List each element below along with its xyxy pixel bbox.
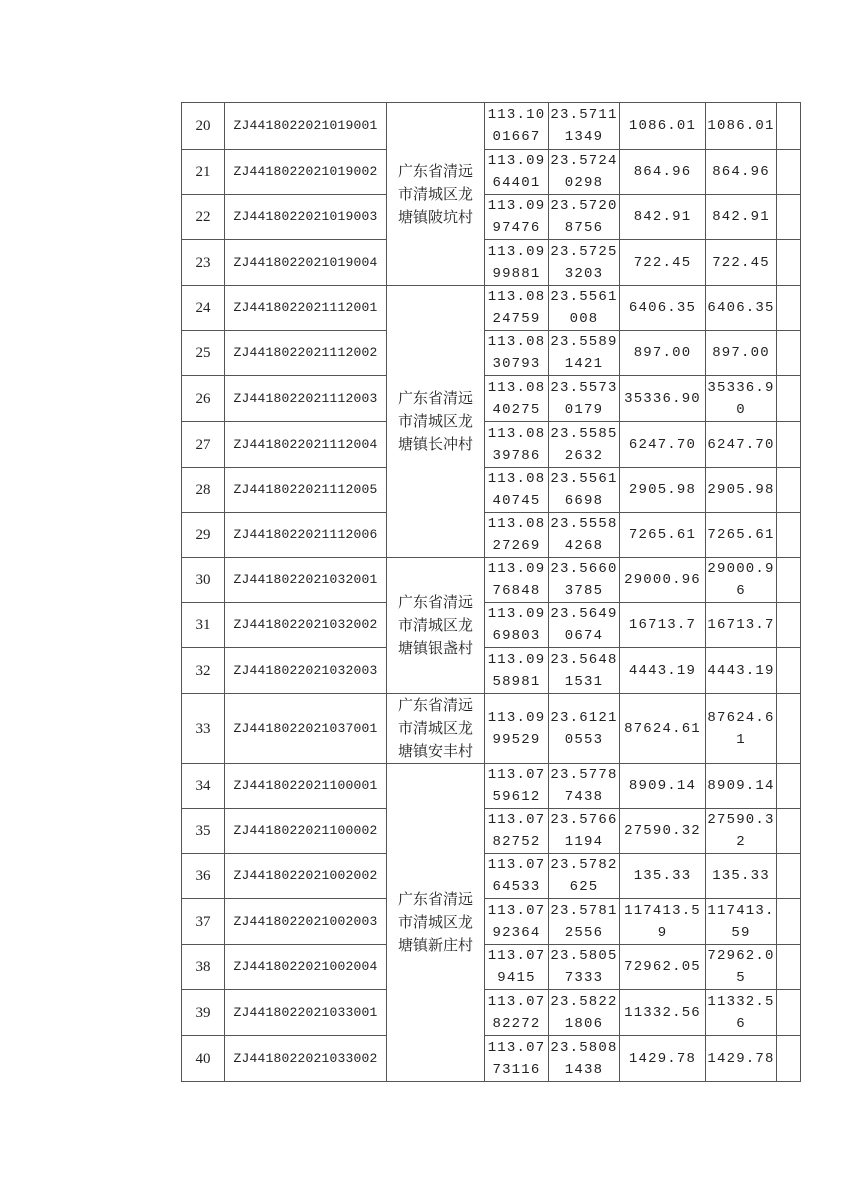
remarks [777, 150, 801, 195]
row-number: 35 [182, 809, 225, 854]
table-row [182, 195, 801, 240]
row-number: 29 [182, 513, 225, 558]
longitude: 113.0976848 [485, 558, 549, 603]
area-value: 11332.56 [620, 990, 706, 1036]
latitude: 23.55616698 [549, 468, 620, 513]
parcel-code: ZJ4418022021019003 [225, 195, 387, 240]
row-number: 37 [182, 899, 225, 945]
parcel-code: ZJ4418022021112004 [225, 422, 387, 468]
area-value-confirmed: 6406.35 [706, 286, 777, 331]
longitude: 113.0827269 [485, 513, 549, 558]
row-number: 24 [182, 286, 225, 331]
area-value: 4443.19 [620, 648, 706, 694]
table-row [182, 809, 801, 854]
longitude: 113.0782272 [485, 990, 549, 1036]
area-value-confirmed: 16713.7 [706, 603, 777, 648]
area-value: 87624.61 [620, 694, 706, 764]
latitude: 23.58221806 [549, 990, 620, 1036]
area-value-confirmed: 4443.19 [706, 648, 777, 694]
row-number: 40 [182, 1036, 225, 1082]
row-number: 21 [182, 150, 225, 195]
area-value-confirmed: 7265.61 [706, 513, 777, 558]
area-value: 1429.78 [620, 1036, 706, 1082]
latitude: 23.56481531 [549, 648, 620, 694]
remarks [777, 854, 801, 899]
parcel-code: ZJ4418022021033001 [225, 990, 387, 1036]
parcel-code: ZJ4418022021100002 [225, 809, 387, 854]
parcel-table [181, 102, 801, 1082]
latitude: 23.58081438 [549, 1036, 620, 1082]
area-value-confirmed: 117413.59 [706, 899, 777, 945]
longitude: 113.0964401 [485, 150, 549, 195]
area-value: 29000.96 [620, 558, 706, 603]
table-row [182, 648, 801, 694]
row-number: 33 [182, 694, 225, 764]
table-row [182, 331, 801, 376]
area-value: 864.96 [620, 150, 706, 195]
latitude: 23.55730179 [549, 376, 620, 422]
parcel-code: ZJ4418022021032003 [225, 648, 387, 694]
table-row [182, 603, 801, 648]
row-number: 22 [182, 195, 225, 240]
area-value: 6406.35 [620, 286, 706, 331]
row-number: 32 [182, 648, 225, 694]
longitude: 113.0999529 [485, 694, 549, 764]
parcel-code: ZJ4418022021019004 [225, 240, 387, 286]
parcel-code: ZJ4418022021037001 [225, 694, 387, 764]
row-number: 26 [182, 376, 225, 422]
location-name: 广东省清远市清城区龙塘镇新庄村 [387, 764, 485, 1082]
longitude: 113.0839786 [485, 422, 549, 468]
area-value-confirmed: 1429.78 [706, 1036, 777, 1082]
longitude: 113.0824759 [485, 286, 549, 331]
area-value: 2905.98 [620, 468, 706, 513]
latitude: 23.57208756 [549, 195, 620, 240]
latitude: 23.57111349 [549, 103, 620, 150]
row-number: 20 [182, 103, 225, 150]
latitude: 23.56490674 [549, 603, 620, 648]
table-row [182, 945, 801, 990]
area-value-confirmed: 897.00 [706, 331, 777, 376]
area-value: 722.45 [620, 240, 706, 286]
longitude: 113.0958981 [485, 648, 549, 694]
remarks [777, 376, 801, 422]
row-number: 25 [182, 331, 225, 376]
latitude: 23.56603785 [549, 558, 620, 603]
location-name: 广东省清远市清城区龙塘镇长冲村 [387, 286, 485, 558]
remarks [777, 468, 801, 513]
table-row [182, 468, 801, 513]
area-value: 842.91 [620, 195, 706, 240]
longitude: 113.0999881 [485, 240, 549, 286]
longitude: 113.0830793 [485, 331, 549, 376]
remarks [777, 103, 801, 150]
parcel-code: ZJ4418022021112005 [225, 468, 387, 513]
parcel-code: ZJ4418022021112003 [225, 376, 387, 422]
area-value-confirmed: 722.45 [706, 240, 777, 286]
remarks [777, 513, 801, 558]
parcel-code: ZJ4418022021112006 [225, 513, 387, 558]
area-value-confirmed: 72962.05 [706, 945, 777, 990]
parcel-code: ZJ4418022021112002 [225, 331, 387, 376]
row-number: 27 [182, 422, 225, 468]
remarks [777, 558, 801, 603]
table-row [182, 240, 801, 286]
area-value-confirmed: 29000.96 [706, 558, 777, 603]
table-row [182, 899, 801, 945]
table-row [182, 286, 801, 331]
remarks [777, 809, 801, 854]
latitude: 23.5561008 [549, 286, 620, 331]
area-value: 135.33 [620, 854, 706, 899]
area-value-confirmed: 1086.01 [706, 103, 777, 150]
latitude: 23.57812556 [549, 899, 620, 945]
area-value-confirmed: 27590.32 [706, 809, 777, 854]
area-value-confirmed: 8909.14 [706, 764, 777, 809]
table-row [182, 103, 801, 150]
table-row [182, 150, 801, 195]
row-number: 38 [182, 945, 225, 990]
area-value: 35336.90 [620, 376, 706, 422]
latitude: 23.57253203 [549, 240, 620, 286]
area-value-confirmed: 6247.70 [706, 422, 777, 468]
remarks [777, 195, 801, 240]
longitude: 113.0840745 [485, 468, 549, 513]
table-row [182, 854, 801, 899]
remarks [777, 945, 801, 990]
latitude: 23.58057333 [549, 945, 620, 990]
remarks [777, 990, 801, 1036]
parcel-code: ZJ4418022021100001 [225, 764, 387, 809]
latitude: 23.61210553 [549, 694, 620, 764]
row-number: 23 [182, 240, 225, 286]
parcel-code: ZJ4418022021032001 [225, 558, 387, 603]
area-value-confirmed: 135.33 [706, 854, 777, 899]
longitude: 113.0840275 [485, 376, 549, 422]
remarks [777, 764, 801, 809]
table-row [182, 422, 801, 468]
parcel-code: ZJ4418022021032002 [225, 603, 387, 648]
parcel-code: ZJ4418022021112001 [225, 286, 387, 331]
row-number: 30 [182, 558, 225, 603]
longitude: 113.0764533 [485, 854, 549, 899]
longitude: 113.079415 [485, 945, 549, 990]
row-number: 28 [182, 468, 225, 513]
table-row [182, 694, 801, 764]
longitude: 113.0782752 [485, 809, 549, 854]
parcel-code: ZJ4418022021019001 [225, 103, 387, 150]
parcel-code: ZJ4418022021033002 [225, 1036, 387, 1082]
location-name: 广东省清远市清城区龙塘镇银盏村 [387, 558, 485, 694]
latitude: 23.55852632 [549, 422, 620, 468]
parcel-code: ZJ4418022021002002 [225, 854, 387, 899]
longitude: 113.0792364 [485, 899, 549, 945]
row-number: 36 [182, 854, 225, 899]
area-value-confirmed: 2905.98 [706, 468, 777, 513]
remarks [777, 331, 801, 376]
area-value-confirmed: 87624.61 [706, 694, 777, 764]
latitude: 23.55584268 [549, 513, 620, 558]
remarks [777, 694, 801, 764]
latitude: 23.55891421 [549, 331, 620, 376]
table-row [182, 376, 801, 422]
table-row [182, 1036, 801, 1082]
parcel-code: ZJ4418022021019002 [225, 150, 387, 195]
area-value: 6247.70 [620, 422, 706, 468]
remarks [777, 648, 801, 694]
row-number: 34 [182, 764, 225, 809]
area-value-confirmed: 842.91 [706, 195, 777, 240]
area-value: 117413.59 [620, 899, 706, 945]
longitude: 113.0759612 [485, 764, 549, 809]
longitude: 113.0997476 [485, 195, 549, 240]
location-name: 广东省清远市清城区龙塘镇安丰村 [387, 694, 485, 764]
table-row [182, 764, 801, 809]
latitude: 23.57240298 [549, 150, 620, 195]
area-value: 16713.7 [620, 603, 706, 648]
remarks [777, 286, 801, 331]
area-value-confirmed: 864.96 [706, 150, 777, 195]
parcel-code: ZJ4418022021002003 [225, 899, 387, 945]
parcel-code: ZJ4418022021002004 [225, 945, 387, 990]
remarks [777, 422, 801, 468]
location-name: 广东省清远市清城区龙塘镇陂坑村 [387, 103, 485, 286]
area-value: 8909.14 [620, 764, 706, 809]
table-row [182, 513, 801, 558]
remarks [777, 603, 801, 648]
table-row [182, 558, 801, 603]
longitude: 113.1001667 [485, 103, 549, 150]
latitude: 23.57787438 [549, 764, 620, 809]
area-value: 897.00 [620, 331, 706, 376]
area-value-confirmed: 35336.90 [706, 376, 777, 422]
row-number: 39 [182, 990, 225, 1036]
area-value: 1086.01 [620, 103, 706, 150]
remarks [777, 899, 801, 945]
longitude: 113.0969803 [485, 603, 549, 648]
remarks [777, 240, 801, 286]
table-row [182, 990, 801, 1036]
area-value: 72962.05 [620, 945, 706, 990]
latitude: 23.57661194 [549, 809, 620, 854]
longitude: 113.0773116 [485, 1036, 549, 1082]
area-value: 7265.61 [620, 513, 706, 558]
parcel-table-body [182, 103, 801, 1082]
area-value: 27590.32 [620, 809, 706, 854]
latitude: 23.5782625 [549, 854, 620, 899]
area-value-confirmed: 11332.56 [706, 990, 777, 1036]
row-number: 31 [182, 603, 225, 648]
remarks [777, 1036, 801, 1082]
